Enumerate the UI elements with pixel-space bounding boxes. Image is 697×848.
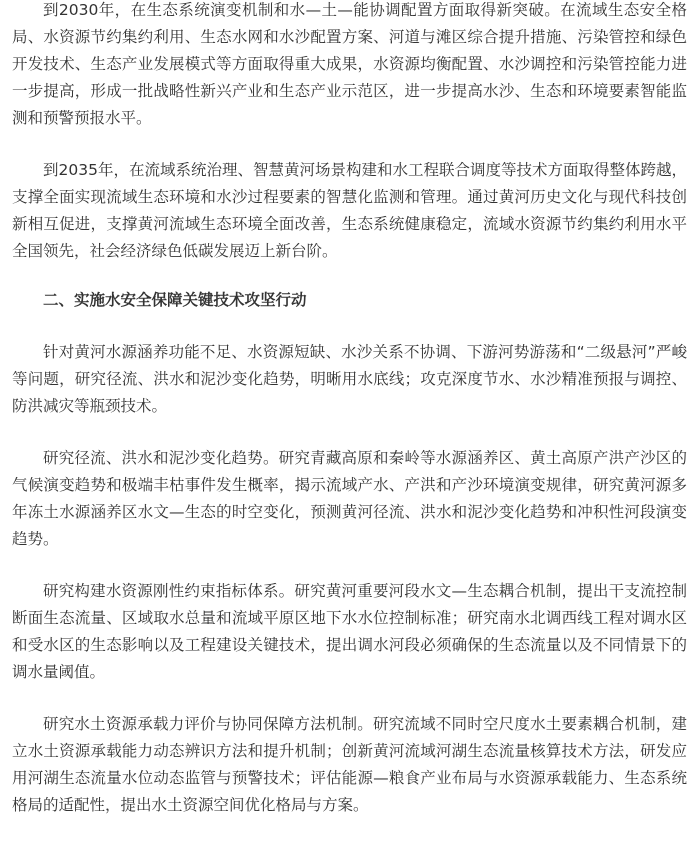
paragraph-2035-goals: 到2035年，在流域系统治理、智慧黄河场景构建和水工程联合调度等技术方面取得整体跨越，支撑全面实现流域生态环境和水沙过程要素的智慧化监测和管理。通过黄河历史文化与现代科技创新相互促进，支撑黄河流域生态环境全面改善，生态系统健康稳定，流域水资源节约集约利用水平全国领先，社会经济绿色低碳发展迈上新台阶。 [12,161,687,260]
section-heading: 二、实施水安全保障关键技术攻坚行动 [43,291,307,309]
paragraph-water-constraints: 研究构建水资源刚性约束指标体系。研究黄河重要河段水文—生态耦合机制，提出干支流控制断面生态流量、区域取水总量和流域平原区地下水水位控制标准；研究南水北调西线工程对调水区和受水区的生态影响以及工程建设关键技术，提出调水河段必须确保的生态流量以及不同情景下的调水量阈值。 [12,582,687,681]
paragraph-intro: 针对黄河水源涵养功能不足、水资源短缺、水沙关系不协调、下游河势游荡和“二级悬河”严峻等问题，研究径流、洪水和泥沙变化趋势，明晰用水底线；攻克深度节水、水沙精准预报与调控、防洪减灾等瓶颈技术。 [12,343,687,415]
paragraph-2030-goals: 到2030年，在生态系统演变机制和水—土—能协调配置方面取得新突破。在流域生态安全格局、水资源节约集约利用、生态水网和水沙配置方案、河道与滩区综合提升措施、污染管控和绿色开发技术、生态产业发展模式等方面取得重大成果，水资源均衡配置、水沙调控和污染管控能力进一步提高，形成一批战略性新兴产业和生态产业示范区，进一步提高水沙、生态和环境要素智能监测和预警预报水平。 [12,1,687,127]
paragraph-carrying-capacity: 研究水土资源承载力评价与协同保障方法机制。研究流域不同时空尺度水土要素耦合机制，建立水土资源承载能力动态辨识方法和提升机制；创新黄河流域河湖生态流量核算技术方法，研发应用河湖生态流量水位动态监管与预警技术；评估能源—粮食产业布局与水资源承载能力、生态系统格局的适配性，提出水土资源空间优化格局与方案。 [12,715,687,814]
paragraph-runoff-trends: 研究径流、洪水和泥沙变化趋势。研究青藏高原和秦岭等水源涵养区、黄土高原产洪产沙区的气候演变趋势和极端丰枯事件发生概率，揭示流域产水、产洪和产沙环境演变规律，研究黄河源多年冻土水源涵养区水文—生态的时空变化，预测黄河径流、洪水和泥沙变化趋势和冲积性河段演变趋势。 [12,449,687,548]
